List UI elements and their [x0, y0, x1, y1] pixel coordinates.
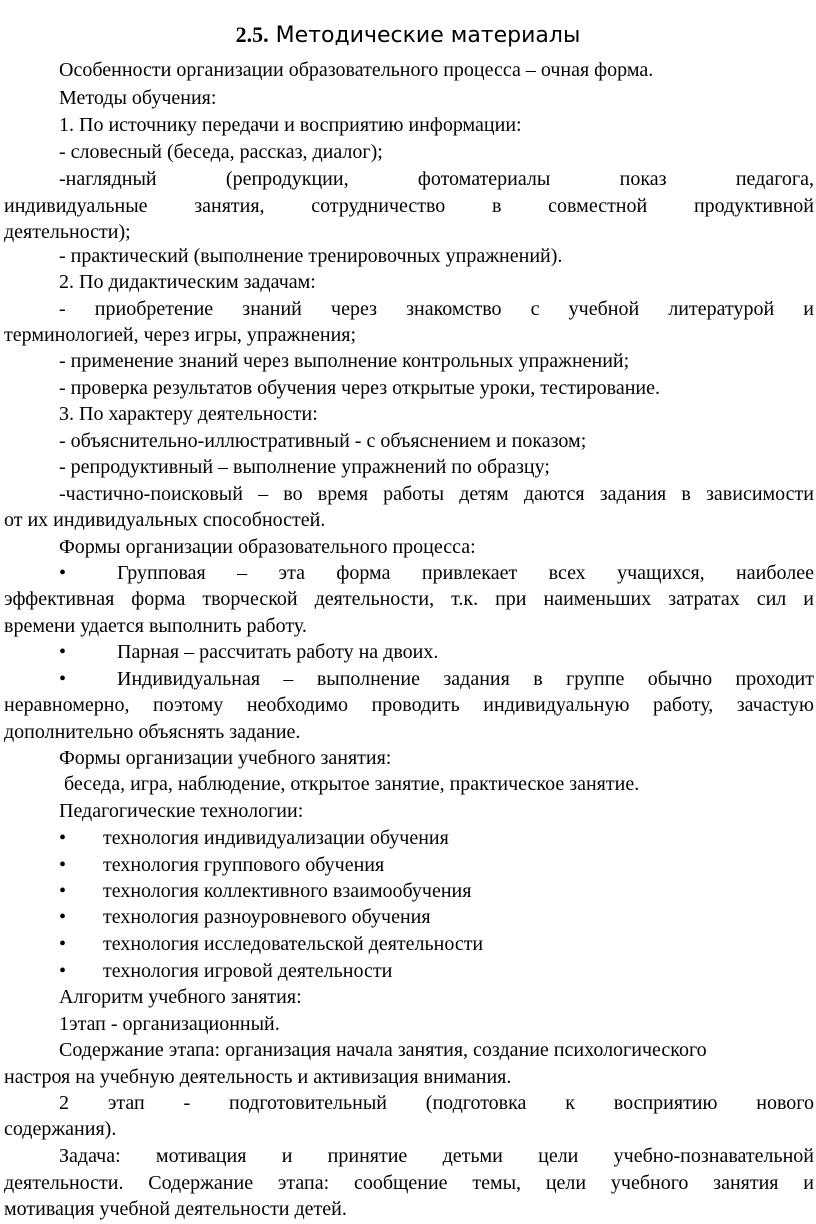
list-item — [59, 639, 814, 665]
paragraph-line: -наглядный (репродукции, фотоматериалы показ педагога, — [59, 168, 814, 190]
bullet-icon: • — [59, 906, 67, 928]
list-item — [59, 666, 814, 692]
paragraph-line: - практический (выполнение тренировочных упражнений). — [59, 245, 563, 267]
list-item — [59, 958, 814, 984]
paragraph-line: деятельности); — [4, 221, 131, 243]
paragraph-line: Формы организации учебного занятия: — [59, 747, 392, 769]
bullet-icon: • — [59, 933, 67, 955]
paragraph-line: Формы организации образовательного процесса: — [59, 536, 476, 558]
list-item-text: технология группового обучения — [103, 854, 385, 876]
bullet-icon: • — [59, 562, 67, 584]
paragraph-line: неравномерно, поэтому необходимо проводить индивидуальную работу, зачастую — [4, 694, 814, 716]
paragraph-line: индивидуальные занятия, сотрудничество в совместной продуктивной — [4, 195, 814, 217]
bullet-icon: • — [59, 827, 67, 849]
paragraph-line: Содержание этапа: организация начала занятия, создание психологического — [59, 1039, 707, 1061]
list-item — [59, 931, 814, 957]
bullet-icon: • — [59, 854, 67, 876]
list-item — [59, 878, 814, 904]
section-number: 2.5. — [235, 22, 269, 47]
list-item-text: технология разноуровневого обучения — [103, 906, 431, 928]
paragraph-line: -частично-поисковый – во время работы детям даются задания в зависимости — [59, 483, 814, 505]
list-item — [59, 852, 814, 878]
list-item — [59, 560, 814, 586]
paragraph-line: беседа, игра, наблюдение, открытое занятие, практическое занятие. — [64, 773, 640, 795]
paragraph-line: - репродуктивный – выполнение упражнений по образцу; — [59, 456, 550, 478]
list-item-text: технология игровой деятельности — [103, 960, 393, 982]
paragraph-line: от их индивидуальных способностей. — [4, 509, 326, 531]
list-item — [59, 825, 814, 851]
paragraph-line: 3. По характеру деятельности: — [59, 403, 318, 425]
list-item-text: Групповая – эта форма привлекает всех учащихся, наиболее — [117, 562, 814, 584]
paragraph-line: - словесный (беседа, рассказ, диалог); — [59, 141, 383, 163]
section-title — [0, 22, 816, 48]
section-title-text: Методические материалы — [275, 23, 581, 48]
paragraph-line: - применение знаний через выполнение контрольных упражнений; — [59, 350, 630, 372]
paragraph-line: дополнительно объяснять задание. — [4, 721, 301, 743]
list-item-text: технология индивидуализации обучения — [103, 827, 449, 849]
paragraph-line: терминологией, через игры, упражнения; — [4, 324, 357, 346]
list-item-text: Индивидуальная – выполнение задания в группе обычно проходит — [117, 668, 814, 690]
paragraph-line: - приобретение знаний через знакомство с учебной литературой и — [59, 298, 814, 320]
paragraph-line: настроя на учебную деятельность и активизация внимания. — [4, 1066, 512, 1088]
paragraph-line: Методы обучения: — [59, 87, 217, 109]
list-item-text: технология коллективного взаимообучения — [103, 880, 472, 902]
bullet-icon: • — [59, 960, 67, 982]
paragraph-line: - проверка результатов обучения через открытые уроки, тестирование. — [59, 377, 660, 399]
list-item — [59, 904, 814, 930]
paragraph-line: содержания). — [4, 1118, 117, 1140]
bullet-icon: • — [59, 668, 67, 690]
paragraph-line: Особенности организации образовательного процесса – очная форма. — [59, 59, 654, 81]
paragraph-line: 1этап - организационный. — [59, 1013, 280, 1035]
paragraph-line: - объяснительно-иллюстративный - с объяснением и показом; — [59, 430, 587, 452]
paragraph-line: времени удается выполнить работу. — [4, 615, 307, 637]
paragraph-line: 2. По дидактическим задачам: — [59, 271, 316, 293]
paragraph-line: 2 этап - подготовительный (подготовка к восприятию нового — [59, 1092, 814, 1114]
paragraph-line: Педагогические технологии: — [59, 800, 304, 822]
paragraph-line: Задача: мотивация и принятие детьми цели учебно-познавательной — [59, 1145, 814, 1167]
paragraph-line: деятельности. Содержание этапа: сообщение темы, цели учебного занятия и — [4, 1172, 814, 1194]
list-item-text: Парная – рассчитать работу на двоих. — [117, 641, 439, 663]
paragraph-line: мотивация учебной деятельности детей. — [4, 1198, 347, 1220]
bullet-icon: • — [59, 641, 67, 663]
list-item-text: технология исследовательской деятельности — [103, 933, 484, 955]
paragraph-line: Алгоритм учебного занятия: — [59, 986, 302, 1008]
bullet-icon: • — [59, 880, 67, 902]
paragraph-line: 1. По источнику передачи и восприятию информации: — [59, 114, 522, 136]
paragraph-line: эффективная форма творческой деятельности, т.к. при наименьших затратах сил и — [4, 588, 814, 610]
